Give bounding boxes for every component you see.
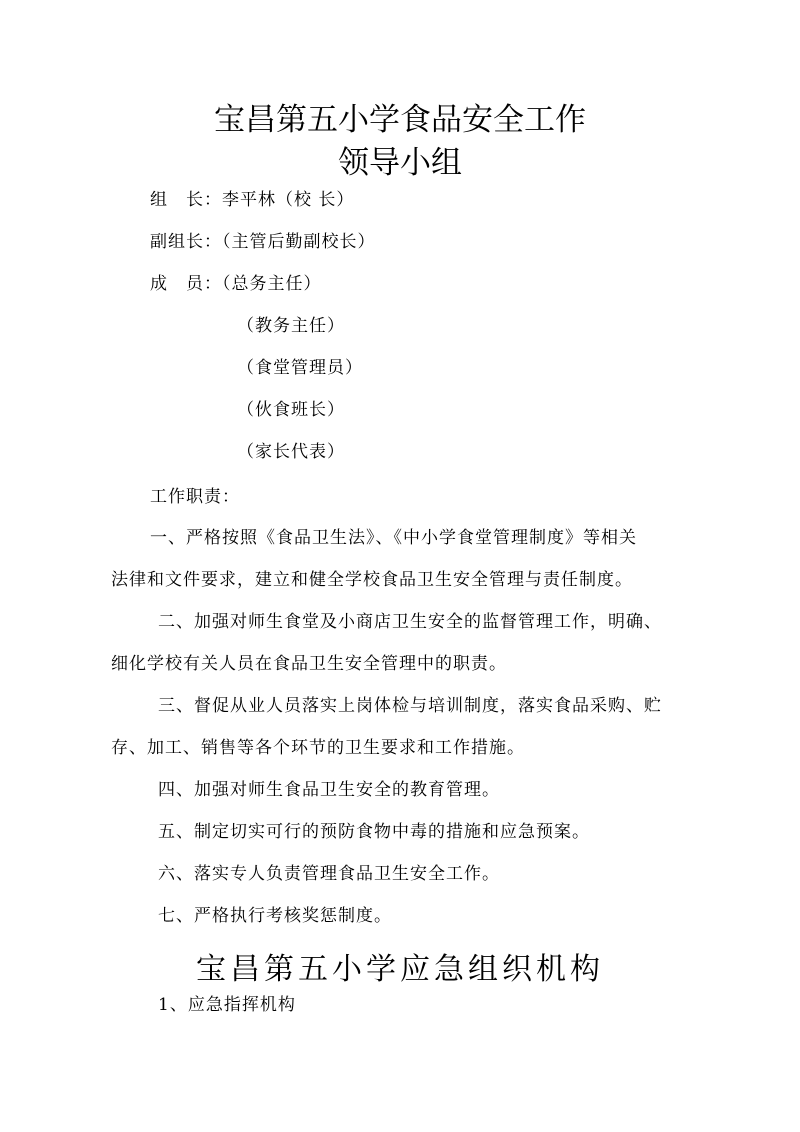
duty-line: 三、督促从业人员落实上岗体检与培训制度，落实食品采购、贮 [158, 696, 662, 716]
member-item: （教务主任） [237, 316, 345, 336]
leader-line: 组 长：李平林（校 长） [150, 190, 355, 210]
member-item: （家长代表） [237, 442, 345, 462]
duty-line: 七、严格执行考核奖惩制度。 [158, 906, 392, 926]
duty-line: 法律和文件要求，建立和健全学校食品卫生安全管理与责任制度。 [111, 570, 633, 590]
duty-line: 四、加强对师生食品卫生安全的教育管理。 [158, 780, 500, 800]
duties-heading: 工作职责： [150, 487, 240, 507]
document-subtitle: 领导小组 [338, 145, 462, 181]
duty-line: 六、落实专人负责管理食品卫生安全工作。 [158, 864, 500, 884]
member-item: （食堂管理员） [237, 358, 363, 378]
members-line: 成 员：（总务主任） [150, 274, 322, 294]
member-item: （伙食班长） [237, 400, 345, 420]
deputy-line: 副组长：（主管后勤副校长） [150, 232, 376, 252]
document-title: 宝昌第五小学食品安全工作 [214, 102, 586, 138]
duty-line: 存、加工、销售等各个环节的卫生要求和工作措施。 [111, 738, 525, 758]
section-title: 宝昌第五小学应急组织机构 [196, 952, 604, 987]
duty-line: 二、加强对师生食堂及小商店卫生安全的监督管理工作，明确、 [158, 612, 662, 632]
duty-line: 细化学校有关人员在食品卫生安全管理中的职责。 [111, 654, 507, 674]
duty-line: 一、严格按照《食品卫生法》、《中小学食堂管理制度》等相关 [150, 528, 637, 548]
duty-line: 五、制定切实可行的预防食物中毒的措施和应急预案。 [158, 822, 590, 842]
section-item: 1、应急指挥机构 [158, 995, 296, 1015]
